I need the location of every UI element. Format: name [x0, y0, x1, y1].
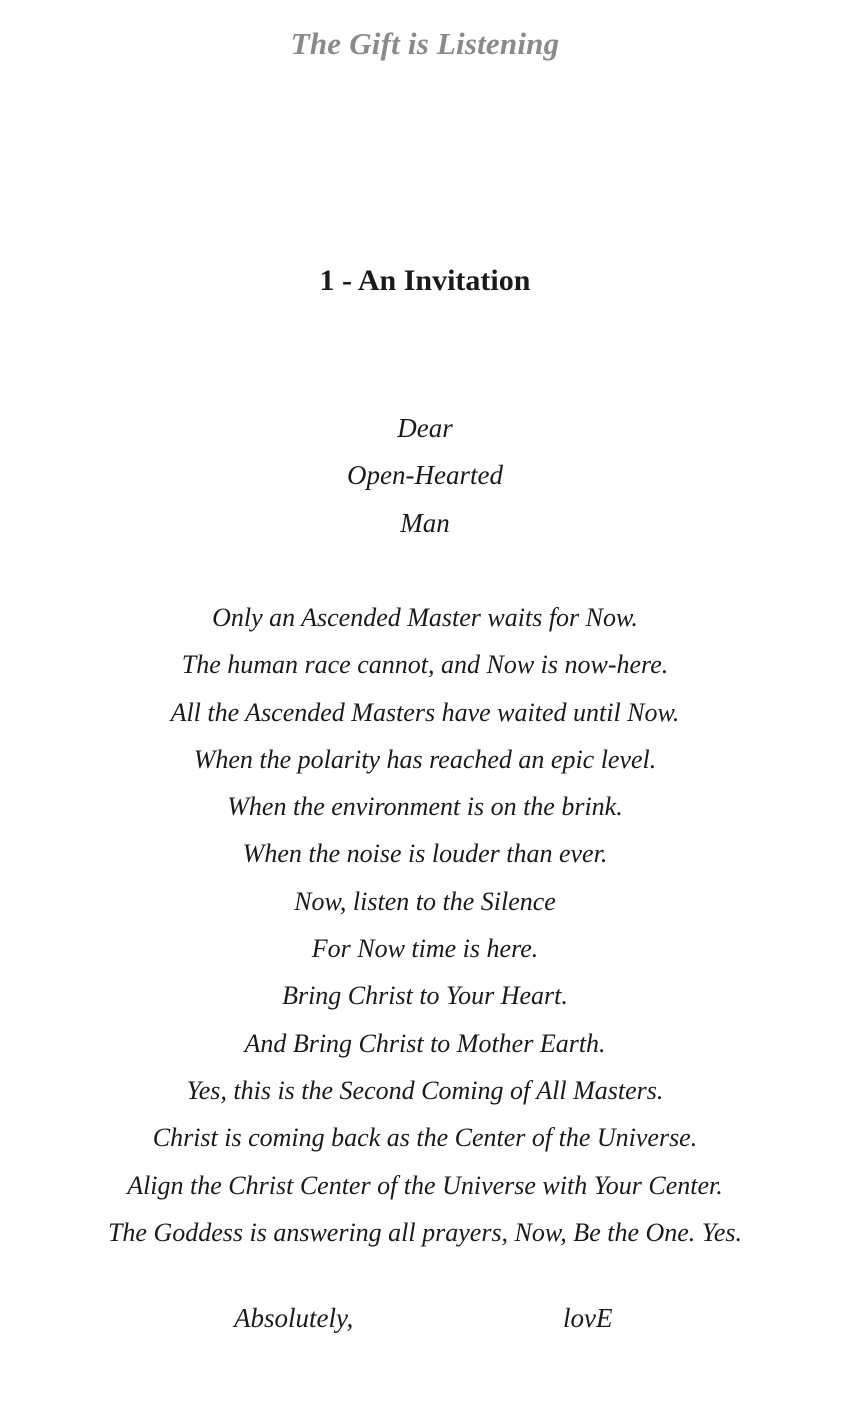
poem-line: All the Ascended Masters have waited until Now.: [170, 697, 680, 727]
poem-line: And Bring Christ to Mother Earth.: [244, 1028, 606, 1058]
poem-line: When the environment is on the brink.: [227, 792, 623, 822]
salutation-line: Open-Hearted: [347, 460, 503, 491]
chapter-title: 1 - An Invitation: [319, 264, 531, 297]
salutation: [0, 405, 850, 547]
closing-valediction: Absolutely,: [234, 1303, 354, 1333]
poem-line: Christ is coming back as the Center of the Universe.: [152, 1123, 698, 1153]
salutation-line: Dear: [397, 413, 453, 443]
poem-line: When the noise is louder than ever.: [242, 839, 608, 869]
poem-line: When the polarity has reached an epic level.: [193, 744, 657, 774]
closing-signature: lovE: [563, 1303, 613, 1333]
running-header-title: The Gift is Listening: [290, 26, 560, 61]
poem-line: Only an Ascended Master waits for Now.: [212, 603, 638, 632]
poem-line: The Goddess is answering all prayers, Now, Be the One. Yes.: [107, 1217, 743, 1247]
poem-line: Align the Christ Center of the Universe with Your Center.: [127, 1170, 723, 1200]
poem-body: [0, 594, 850, 1256]
salutation-line: Man: [400, 507, 450, 538]
poem-line: For Now time is here.: [311, 934, 539, 964]
poem-line: Yes, this is the Second Coming of All Masters.: [186, 1075, 664, 1105]
poem-line: The human race cannot, and Now is now-here.: [181, 650, 669, 680]
poem-line: Bring Christ to Your Heart.: [282, 981, 568, 1011]
poem-line: Now, listen to the Silence: [294, 886, 556, 916]
